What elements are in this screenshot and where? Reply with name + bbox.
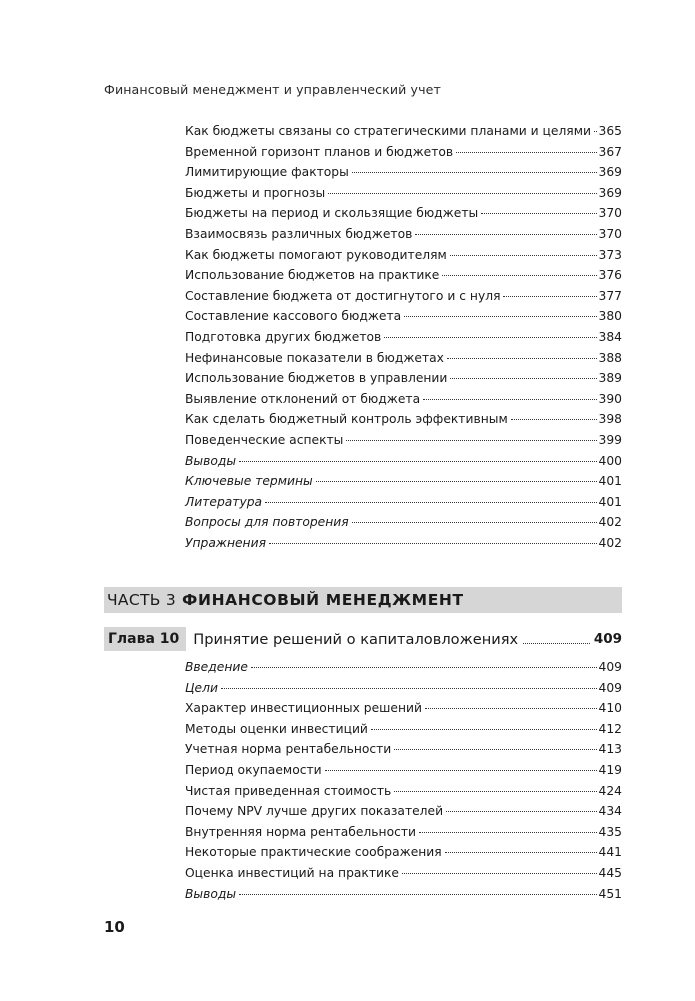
chapter-row [104,627,622,651]
toc-top-list [185,121,622,553]
leader-dots [447,357,597,359]
toc-entry [185,884,622,905]
leader-dots [425,707,597,709]
leader-dots [328,192,596,194]
toc-entry-page: 434 [598,804,622,819]
page-number: 10 [104,918,125,936]
toc-entry [185,142,622,163]
toc-entry-page: 369 [598,165,622,180]
toc-entry-title: Почему NPV лучше других показателей [185,804,444,819]
toc-entry [185,121,622,142]
toc-entry [185,203,622,224]
toc-entry [185,348,622,369]
toc-entry-title: Подготовка других бюджетов [185,329,382,344]
toc-entry-title: Выводы [185,886,237,901]
leader-dots [415,233,596,235]
toc-entry-title: Методы оценки инвестиций [185,721,368,736]
leader-dots [481,212,596,214]
toc-entry-page: 409 [598,680,622,695]
toc-entry-page: 409 [598,660,622,674]
toc-entry-title: Взаимосвязь различных бюджетов [185,226,413,241]
toc-entry-title: Бюджеты и прогнозы [185,185,326,200]
leader-dots [394,790,596,792]
toc-entry-title: Упражнения [185,535,266,550]
toc-entry [185,162,622,183]
part-label: ЧАСТЬ 3 [107,591,177,609]
toc-entry-page: 435 [598,824,622,839]
leader-dots [446,810,596,812]
leader-dots [594,130,597,132]
toc-entry-page: 441 [598,845,622,860]
toc-entry [185,471,622,492]
toc-entry-page: 400 [598,453,622,468]
toc-entry-page: 370 [598,226,622,241]
toc-entry [185,492,622,513]
leader-dots [419,831,597,833]
toc-entry-title: Использование бюджетов в управлении [185,371,448,386]
toc-entry-page: 398 [598,412,622,427]
leader-dots [352,521,597,523]
toc-entry [185,719,622,740]
toc-entry [185,739,622,760]
toc-entry-title: Учетная норма рентабельности [185,742,392,757]
toc-entry [185,265,622,286]
toc-entry [185,657,622,678]
leader-dots [371,728,597,730]
toc-entry-title: Ключевые термины [185,474,313,489]
toc-entry-title: Литература [185,494,263,509]
toc-entry-title: Как бюджеты помогают руководителям [185,247,447,262]
toc-entry [185,822,622,843]
leader-dots [251,666,597,668]
toc-entry-page: 419 [598,762,622,777]
leader-dots [316,480,597,482]
toc-entry-page: 413 [598,742,622,757]
toc-entry-page: 369 [598,185,622,200]
toc-entry-title: Оценка инвестиций на практике [185,865,399,880]
leader-dots [402,872,597,874]
toc-entry-title: Составление бюджета от достигнутого и с нуля [185,288,501,303]
toc-entry-title: Как бюджеты связаны со стратегическими планами и целями [185,124,591,138]
leader-dots [456,151,596,153]
toc-entry [185,512,622,533]
toc-entry [185,183,622,204]
toc-entry-title: Как сделать бюджетный контроль эффективным [185,412,508,427]
leader-dots [346,439,596,441]
toc-entry-title: Цели [185,680,218,695]
toc-entry [185,863,622,884]
toc-entry [185,368,622,389]
toc-entry-title: Бюджеты на период и скользящие бюджеты [185,206,479,221]
leader-dots [265,501,596,503]
toc-entry-title: Временной горизонт планов и бюджетов [185,144,454,159]
part-banner [104,587,622,613]
toc-entry-page: 401 [598,494,622,509]
toc-entry-title: Вопросы для повторения [185,515,349,530]
toc-entry-page: 384 [598,329,622,344]
toc-entry [185,451,622,472]
toc-entry [185,760,622,781]
toc-entry [185,245,622,266]
part-title: ФИНАНСОВЫЙ МЕНЕДЖМЕНТ [182,591,464,609]
toc-entry [185,224,622,245]
leader-dots [442,274,596,276]
leader-dots [503,295,596,297]
leader-dots [239,893,596,895]
leader-dots [352,171,597,173]
toc-entry-title: Нефинансовые показатели в бюджетах [185,350,444,365]
toc-entry-page: 410 [598,701,622,716]
chapter-page: 409 [593,631,622,647]
toc-entry-page: 445 [598,865,622,880]
leader-dots [325,769,597,771]
toc-entry-title: Лимитирующие факторы [185,165,349,180]
toc-entry-page: 389 [598,371,622,386]
toc-entry [185,698,622,719]
toc-entry [185,678,622,699]
toc-entry-title: Выявление отклонений от бюджета [185,391,421,406]
leader-dots [511,418,597,420]
leader-dots [239,460,596,462]
toc-entry [185,306,622,327]
toc-entry-title: Введение [185,660,248,674]
toc-entry-page: 365 [598,124,622,138]
leader-dots [221,687,597,689]
toc-entry [185,781,622,802]
toc-entry-page: 412 [598,721,622,736]
toc-entry-page: 377 [598,288,622,303]
toc-entry-page: 424 [598,783,622,798]
toc-entry [185,286,622,307]
toc-entry-page: 402 [598,535,622,550]
leader-dots [445,851,597,853]
toc-bottom-list [185,657,622,904]
leader-dots [523,642,590,644]
toc-entry-page: 370 [598,206,622,221]
chapter-label: Глава 10 [104,627,186,651]
toc-entry-title: Некоторые практические соображения [185,845,442,860]
toc-entry-page: 402 [598,515,622,530]
toc-entry-page: 388 [598,350,622,365]
leader-dots [404,315,596,317]
toc-entry-page: 380 [598,309,622,324]
leader-dots [394,748,596,750]
toc-entry-title: Характер инвестиционных решений [185,701,423,716]
toc-entry-page: 451 [598,886,622,901]
toc-entry-page: 376 [598,268,622,283]
toc-entry [185,409,622,430]
toc-entry [185,842,622,863]
leader-dots [450,254,597,256]
toc-entry [185,389,622,410]
toc-entry [185,430,622,451]
toc-entry-page: 399 [598,432,622,447]
toc-entry [185,327,622,348]
toc-entry-title: Чистая приведенная стоимость [185,783,392,798]
leader-dots [269,542,597,544]
toc-entry [185,533,622,554]
toc-entry-page: 367 [598,144,622,159]
toc-entry-title: Использование бюджетов на практике [185,268,440,283]
leader-dots [450,377,596,379]
toc-entry-page: 373 [598,247,622,262]
toc-entry-title: Составление кассового бюджета [185,309,402,324]
toc-entry-title: Выводы [185,453,237,468]
toc-entry-title: Внутренняя норма рентабельности [185,824,417,839]
toc-entry-page: 401 [598,474,622,489]
toc-entry-title: Поведенческие аспекты [185,432,344,447]
toc-entry-title: Период окупаемости [185,762,322,777]
running-header: Финансовый менеджмент и управленческий учет [104,82,441,97]
chapter-title: Принятие решений о капиталовложениях [193,630,519,648]
leader-dots [384,336,596,338]
toc-entry-page: 390 [598,391,622,406]
toc-entry [185,801,622,822]
leader-dots [423,398,596,400]
